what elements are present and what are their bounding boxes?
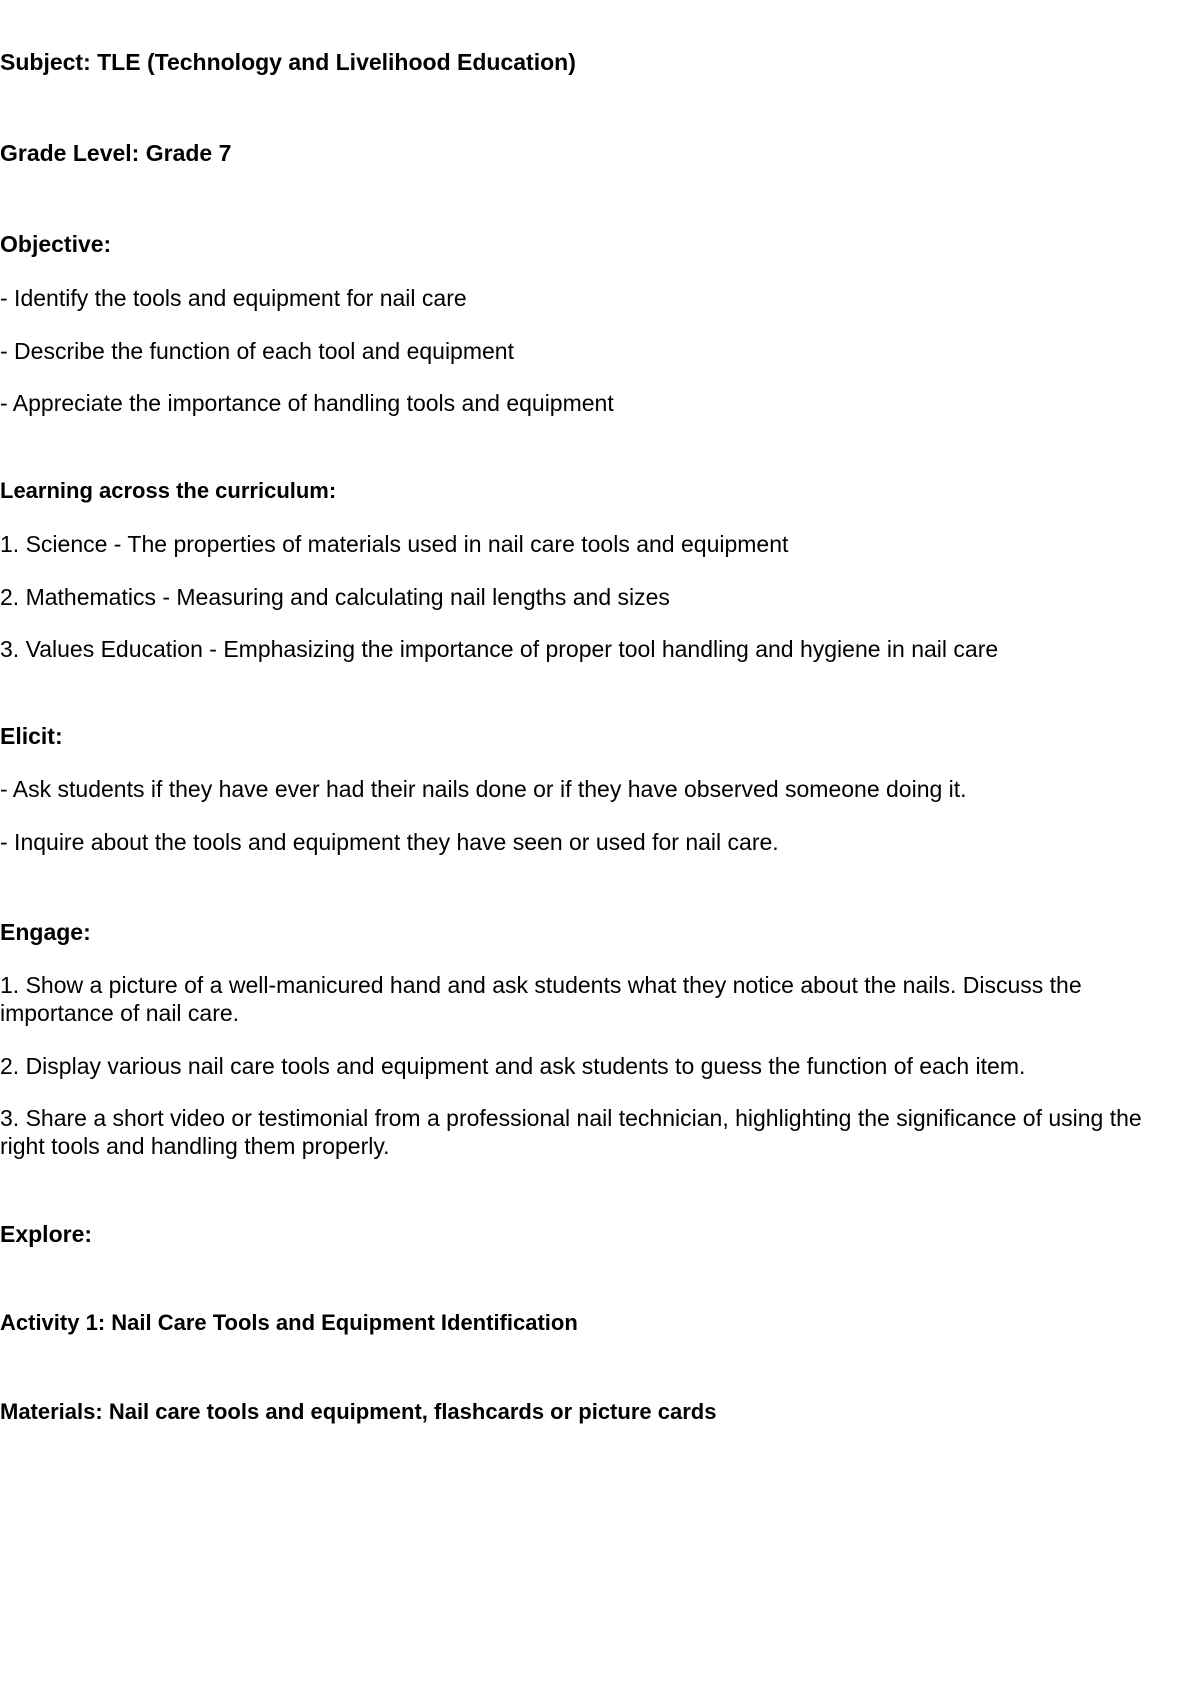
grade-level-line: Grade Level: Grade 7 bbox=[0, 140, 232, 166]
elicit-heading: Elicit: bbox=[0, 723, 63, 749]
objective-item: - Describe the function of each tool and equipment bbox=[0, 338, 514, 364]
engage-item: 1. Show a picture of a well-manicured hand and ask students what they notice about the nails. Discuss the importance of nail care. bbox=[0, 972, 1082, 1026]
objective-heading: Objective: bbox=[0, 231, 112, 257]
objective-item: - Identify the tools and equipment for nail care bbox=[0, 285, 467, 311]
materials-line: Materials: Nail care tools and equipment, flashcards or picture cards bbox=[0, 1399, 717, 1424]
engage-item: 3. Share a short video or testimonial from a professional nail technician, highlighting the significance of using the right tools and handling them properly. bbox=[0, 1105, 1142, 1159]
engage-heading: Engage: bbox=[0, 919, 91, 945]
learning-across-item: 3. Values Education - Emphasizing the importance of proper tool handling and hygiene in nail care bbox=[0, 636, 999, 662]
learning-across-item: 1. Science - The properties of materials used in nail care tools and equipment bbox=[0, 531, 789, 557]
engage-item: 2. Display various nail care tools and equipment and ask students to guess the function of each item. bbox=[0, 1053, 1026, 1079]
explore-heading: Explore: bbox=[0, 1221, 93, 1247]
objective-item: - Appreciate the importance of handling tools and equipment bbox=[0, 390, 614, 416]
learning-across-item: 2. Mathematics - Measuring and calculating nail lengths and sizes bbox=[0, 584, 670, 610]
elicit-item: - Inquire about the tools and equipment they have seen or used for nail care. bbox=[0, 829, 779, 855]
learning-across-heading: Learning across the curriculum: bbox=[0, 478, 337, 503]
activity-title: Activity 1: Nail Care Tools and Equipment Identification bbox=[0, 1310, 578, 1335]
subject-line: Subject: TLE (Technology and Livelihood Education) bbox=[0, 49, 576, 75]
elicit-item: - Ask students if they have ever had their nails done or if they have observed someone doing it. bbox=[0, 776, 967, 802]
